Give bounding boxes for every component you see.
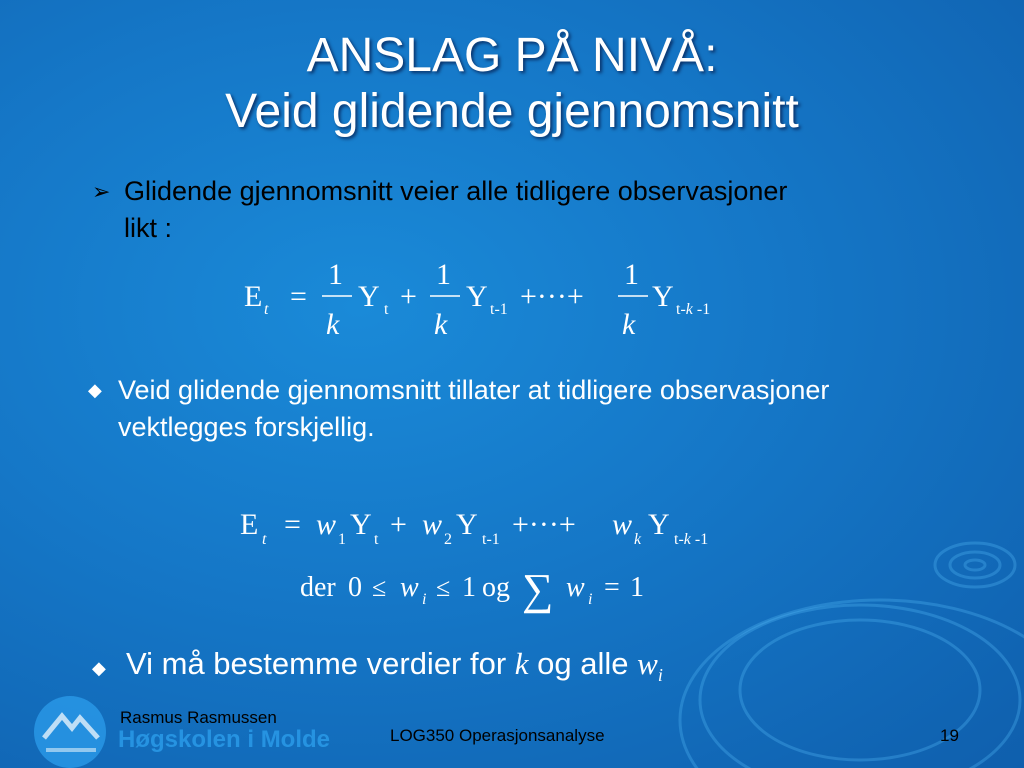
footer-author: Rasmus Rasmussen bbox=[120, 708, 277, 727]
formula3-wi2-sub: i bbox=[588, 591, 593, 608]
formula2-eq: = bbox=[284, 508, 301, 541]
formula2-E: E bbox=[240, 508, 259, 541]
formula3-eq: = bbox=[604, 572, 620, 603]
formula2-plus: + bbox=[390, 508, 407, 541]
formula2-Y3-sub: t-k -1 bbox=[674, 531, 709, 548]
formula2-wk-sub: k bbox=[634, 531, 642, 548]
formula1-dots: +···+ bbox=[520, 280, 584, 313]
formula2-dots: +···+ bbox=[512, 508, 576, 541]
formula2-Y1: Y bbox=[350, 508, 372, 541]
formula3-og: og bbox=[482, 572, 510, 603]
formula3-wi: w bbox=[400, 572, 419, 603]
formula1-Y1-sub: t bbox=[384, 301, 389, 318]
formula1-E: E bbox=[244, 280, 263, 313]
arrow-bullet-icon: ➢ bbox=[92, 179, 111, 204]
school-logo-icon bbox=[32, 694, 112, 768]
formula2-Y2: Y bbox=[456, 508, 478, 541]
formula3-one: 1 bbox=[462, 572, 476, 603]
formula1-Y2-sub: t-1 bbox=[490, 301, 508, 318]
school-name: Høgskolen i Molde bbox=[118, 726, 331, 753]
formula2-E-sub: t bbox=[262, 531, 267, 548]
formula2-Y1-sub: t bbox=[374, 531, 379, 548]
formula3-one2: 1 bbox=[630, 572, 644, 603]
formula3-zero: 0 bbox=[348, 572, 362, 603]
bullet-3 bbox=[92, 644, 852, 695]
formula1-den2: k bbox=[434, 308, 448, 341]
formula3-leq2: ≤ bbox=[436, 573, 451, 602]
diamond-bullet-icon: ◆ bbox=[92, 658, 106, 678]
formula1-den3: k bbox=[622, 308, 636, 341]
formula1-Y3-sub: t-k -1 bbox=[676, 301, 711, 318]
formula2-Y2-sub: t-1 bbox=[482, 531, 500, 548]
formula-weighted bbox=[236, 498, 736, 558]
formula2-Y3: Y bbox=[648, 508, 670, 541]
formula3-leq1: ≤ bbox=[372, 573, 387, 602]
formula2-w2: w bbox=[422, 508, 443, 541]
formula-equal-weights bbox=[240, 250, 740, 346]
formula3-sum: ∑ bbox=[522, 565, 554, 614]
formula1-num2: 1 bbox=[436, 258, 451, 291]
slide-title bbox=[0, 28, 1024, 140]
bullet-2-text: Veid glidende gjennomsnitt tillater at tidligere observasjoner vektlegges forskjellig. bbox=[118, 375, 830, 442]
bullet-2 bbox=[88, 372, 848, 446]
formula1-Y2: Y bbox=[466, 280, 488, 313]
formula1-num3: 1 bbox=[624, 258, 639, 291]
formula2-w1: w bbox=[316, 508, 337, 541]
formula1-den1: k bbox=[326, 308, 340, 341]
formula3-der: der bbox=[300, 572, 336, 603]
formula3-wi-sub: i bbox=[422, 591, 427, 608]
formula1-eq: = bbox=[290, 280, 307, 313]
formula1-E-sub: t bbox=[264, 301, 269, 318]
title-line-2: Veid glidende gjennomsnitt bbox=[225, 85, 799, 138]
formula1-num1: 1 bbox=[328, 258, 343, 291]
formula2-w1-sub: 1 bbox=[338, 531, 346, 548]
page-number: 19 bbox=[940, 726, 959, 745]
formula2-w2-sub: 2 bbox=[444, 531, 452, 548]
diamond-bullet-icon: ◆ bbox=[88, 380, 102, 400]
bullet-3-text: Vi må bestemme verdier for k og alle $w_i$ bbox=[126, 646, 663, 686]
formula1-Y1: Y bbox=[358, 280, 380, 313]
bullet-1 bbox=[92, 173, 812, 247]
footer-course: LOG350 Operasjonsanalyse bbox=[390, 726, 605, 745]
formula-constraints bbox=[296, 560, 676, 616]
bullet-1-text: Glidende gjennomsnitt veier alle tidligere observasjoner likt : bbox=[124, 176, 788, 243]
formula2-wk: w bbox=[612, 508, 633, 541]
formula1-Y3: Y bbox=[652, 280, 674, 313]
title-line-1: ANSLAG PÅ NIVÅ: bbox=[306, 29, 718, 82]
formula1-plus: + bbox=[400, 280, 417, 313]
formula3-wi2: w bbox=[566, 572, 585, 603]
